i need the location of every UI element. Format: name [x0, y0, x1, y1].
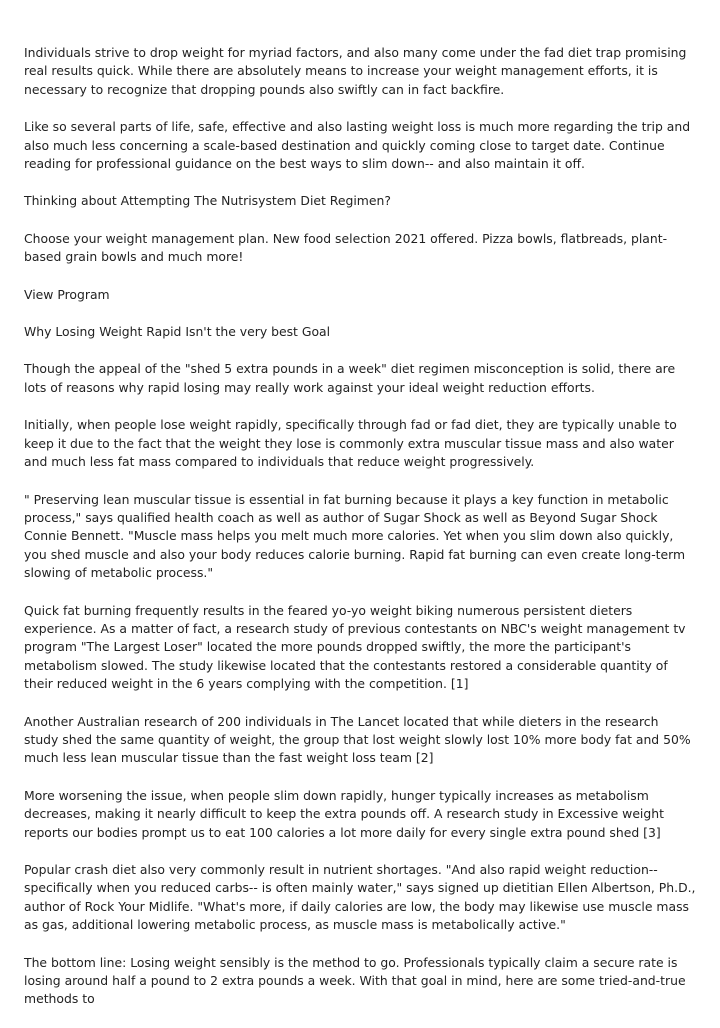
- paragraph-journey: Like so several parts of life, safe, effective and also lasting weight loss is much more regarding the trip and also much less concerning a scale-based destination and quickly coming close to target date. Continue reading for professional guidance on the best ways to slim down-- and also maintain it off.: [24, 119, 691, 172]
- paragraph-nutrients: Popular crash diet also very commonly result in nutrient shortages. "And also rapid weight reduction-- specifically when you reduced carbs-- is often mainly water," says signed up dietitian Ellen Albertson, Ph.D., author of Rock Your Midlife. "What's more, if daily calories are low, the body may likewise use muscle mass as gas, additional lowering metabolic process, as muscle mass is metabolically active.": [24, 862, 696, 933]
- paragraph-intro: Individuals strive to drop weight for myriad factors, and also many come under the fad diet trap promising real results quick. While there are absolutely means to increase your weight management efforts, it is necessary to recognize that dropping pounds also swiftly can in fact backfire.: [24, 45, 687, 97]
- paragraph-appeal: Though the appeal of the "shed 5 extra pounds in a week" diet regimen misconception is solid, there are lots of reasons why rapid losing may really work against your ideal weight reduction efforts.: [24, 361, 676, 395]
- paragraph-hunger: More worsening the issue, when people slim down rapidly, hunger typically increases as metabolism decreases, making it nearly difficult to keep the extra pounds off. A research study in Excessive weight reports our bodies prompt us to eat 100 calories a lot more daily for every single extra pound shed [3]: [24, 787, 664, 840]
- heading-rapid-weight-loss: Why Losing Weight Rapid Isn't the very best Goal: [24, 324, 331, 340]
- article-body: [24, 44, 696, 1028]
- paragraph-yo-yo: Quick fat burning frequently results in the feared yo-yo weight biking numerous persistent dieters experience. As a matter of fact, a research study of previous contestants on NBC's weight management tv program "The Largest Loser" located the more pounds dropped swiftly, the more the participant's metabolism slowed. The study likewise located that the contestants restored a considerable quantity of their reduced weight in the 6 years complying with the competition. [1]: [24, 602, 686, 692]
- heading-nutrisystem: Thinking about Attempting The Nutrisystem Diet Regimen?: [24, 193, 391, 209]
- paragraph-plan-offer: Choose your weight management plan. New food selection 2021 offered. Pizza bowls, flatbreads, plant-based grain bowls and much more!: [24, 230, 668, 265]
- paragraph-muscle-loss: Initially, when people lose weight rapidly, specifically through fad or fad diet, they are typically unable to keep it due to the fact that the weight they lose is commonly extra muscular tissue mass and also water and much less fat mass compared to individuals that reduce weight progressively.: [24, 417, 677, 470]
- paragraph-bottom-line: The bottom line: Losing weight sensibly is the method to go. Professionals typically claim a secure rate is losing around half a pound to 2 extra pounds a week. With that goal in mind, here are some tried-and-true methods to: [24, 954, 686, 1007]
- view-program-link[interactable]: View Program: [24, 286, 110, 302]
- paragraph-lancet-study: Another Australian research of 200 individuals in The Lancet located that while dieters in the research study shed the same quantity of weight, the group that lost weight slowly lost 10% more body fat and 50% much less lean muscular tissue than the fast weight loss team [2]: [24, 713, 691, 766]
- paragraph-quote-bennett: " Preserving lean muscular tissue is essential in fat burning because it plays a key function in metabolic process," says qualified health coach as well as author of Sugar Shock as well as Beyond Sugar Shock Connie Bennett. "Muscle mass helps you melt much more calories. Yet when you slim down also quickly, you shed muscle and also your body reduces calorie burning. Rapid fat burning can even create long-term slowing of metabolic process.": [24, 491, 686, 581]
